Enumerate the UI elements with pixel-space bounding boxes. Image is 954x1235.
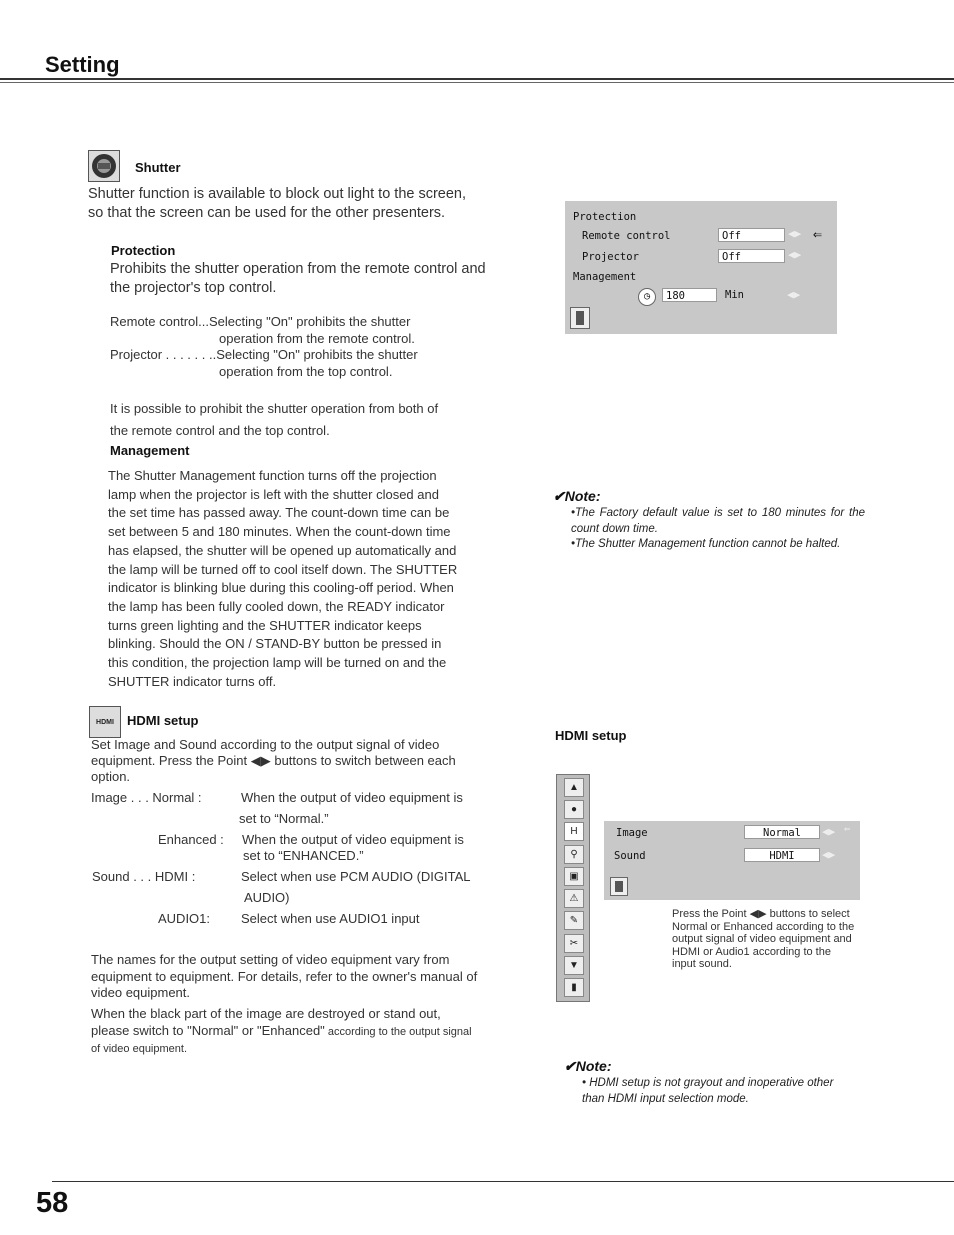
protection-menu (565, 201, 837, 334)
management-line: lamp when the projector is left with the shutter closed and (108, 486, 439, 502)
image-enhanced-label: Enhanced : (158, 832, 224, 847)
protection-menu-title: Protection (573, 211, 637, 223)
sound-hdmi-label: Sound . . . HDMI : (92, 869, 196, 884)
left-right-arrows-icon[interactable]: ◀▶ (787, 288, 801, 301)
names-text: The names for the output setting of video equipment vary from equipment to equipment. For details, refer to the owner's manual of video equipment. (91, 952, 478, 1000)
audio1-desc: Select when use AUDIO1 input (241, 911, 420, 926)
sound-label: Sound (614, 850, 646, 862)
management-line: this condition, the projection lamp will be turned on and the (108, 655, 447, 671)
wrench-icon[interactable]: ⚲ (564, 845, 584, 864)
exit-icon[interactable] (570, 307, 590, 329)
shutter-menu-icon[interactable]: ● (564, 800, 584, 819)
image-normal-desc1: When the output of video equipment is (241, 790, 463, 805)
remote-desc-line1: Remote control...Selecting "On" prohibits the shutter (110, 314, 411, 329)
screen-icon[interactable]: ▣ (564, 867, 584, 886)
time-unit: Min (725, 289, 744, 301)
image-enhanced-desc1: When the output of video equipment is (242, 832, 464, 847)
sound-hdmi-desc1: Select when use PCM AUDIO (DIGITAL (241, 869, 471, 884)
hdmi-callout: Press the Point ◀▶ buttons to select Normal or Enhanced according to the output signal of video equipment and HDMI or Audio1 according to the input sound. (672, 908, 855, 971)
page-number: 58 (36, 1187, 69, 1219)
up-arrow-icon[interactable]: ▲ (564, 778, 584, 797)
protection-desc: Prohibits the shutter operation from the remote control and the projector's top control. (110, 261, 486, 296)
projector-label: Projector (582, 251, 639, 263)
management-line: set between 5 and 180 minutes. When the count-down time (108, 524, 451, 540)
black-text: When the black part of the image are destroyed or stand out, please switch to "Normal" or "Enhanced" according to the output signal of video equipment. (91, 1006, 472, 1055)
protection-heading: Protection (111, 243, 176, 258)
image-value[interactable]: Normal (744, 825, 820, 839)
management-label: Management (573, 271, 637, 283)
left-right-arrows-icon[interactable]: ◀▶ (822, 825, 836, 838)
note-heading: ✔Note: (553, 488, 601, 504)
warning-icon[interactable]: ⚠ (564, 889, 584, 908)
left-right-arrows-icon[interactable]: ◀▶ (788, 248, 802, 261)
hdmi-icon: HDMI (89, 706, 121, 738)
shutter-intro: Shutter function is available to block out light to the screen, so that the screen can be used for the other presenters. (88, 186, 467, 221)
management-line: The Shutter Management function turns off the projection (108, 468, 437, 483)
remote-control-value[interactable]: Off (718, 228, 785, 242)
exit-icon[interactable] (610, 877, 628, 896)
hdmi-menu-caption: HDMI setup (555, 728, 627, 743)
settings-icon[interactable]: ✎ (564, 911, 584, 930)
pointer-arrow-icon: ⇐ (844, 823, 851, 835)
management-line: the lamp has been fully cooled down, the READY indicator (108, 598, 445, 614)
tools-icon[interactable]: ✂ (564, 934, 584, 953)
hdmi-intro-line3: option. (91, 769, 131, 784)
audio1-label: AUDIO1: (158, 911, 211, 926)
hdmi-menu-icon[interactable]: H (564, 822, 584, 841)
page-title: Setting (45, 52, 120, 77)
image-normal-desc2: set to “Normal.” (239, 811, 329, 826)
exit-icon[interactable]: ▮ (564, 978, 584, 997)
projector-desc-line1: Projector . . . . . . ..Selecting "On" prohibits the shutter (110, 347, 418, 362)
footer-rule (52, 1181, 954, 1182)
management-line: turns green lighting and the SHUTTER indicator keeps (108, 617, 422, 633)
note1-item: •The Shutter Management function cannot be halted. (571, 538, 841, 550)
both-line2: the remote control and the top control. (110, 423, 330, 438)
time-value[interactable]: 180 (662, 288, 717, 302)
clock-icon: ◷ (638, 288, 656, 306)
note1-list (571, 506, 865, 553)
shutter-heading: Shutter (135, 160, 181, 175)
projector-desc-line2: operation from the top control. (219, 364, 393, 379)
sound-value[interactable]: HDMI (744, 848, 820, 862)
header-rule-thin (0, 82, 954, 83)
hdmi-menu (604, 821, 860, 900)
point-arrows-icon: ◀▶ (250, 753, 271, 768)
remote-desc-line2: operation from the remote control. (219, 331, 415, 346)
shutter-icon (88, 150, 120, 182)
management-line: SHUTTER indicator turns off. (108, 673, 277, 689)
note1-item: •The Factory default value is set to 180 minutes for the count down time. (571, 507, 865, 535)
hdmi-intro-line1: Set Image and Sound according to the output signal of video (91, 737, 440, 752)
image-normal-label: Image . . . Normal : (91, 790, 202, 805)
hdmi-intro-line2: equipment. Press the Point ◀▶ buttons to switch between each (91, 753, 456, 768)
management-text (108, 467, 457, 691)
management-heading: Management (110, 443, 190, 458)
both-line1: It is possible to prohibit the shutter operation from both of (110, 401, 439, 416)
header-rule (0, 78, 954, 80)
image-label: Image (616, 827, 648, 839)
note2-item: • HDMI setup is not grayout and inoperative other than HDMI input selection mode. (582, 1077, 834, 1105)
management-line: the set time has passed away. The count-down time can be (108, 505, 450, 521)
left-right-arrows-icon[interactable]: ◀▶ (788, 227, 802, 240)
down-arrow-icon[interactable]: ▼ (564, 956, 584, 975)
management-line: indicator is blinking blue during this cooling-off period. When (108, 580, 454, 596)
image-enhanced-desc2: set to “ENHANCED.” (243, 848, 364, 863)
left-right-arrows-icon[interactable]: ◀▶ (822, 848, 836, 861)
projector-value[interactable]: Off (718, 249, 785, 263)
management-line: blinking. Should the ON / STAND-BY button be pressed in (108, 636, 442, 652)
management-line: has elapsed, the shutter will be opened up automatically and (108, 542, 457, 558)
sound-hdmi-desc2: AUDIO) (244, 890, 290, 905)
pointer-arrow-icon: ⇐ (813, 225, 823, 243)
note-heading: ✔Note: (564, 1058, 612, 1074)
hdmi-heading: HDMI setup (127, 713, 199, 728)
remote-control-label: Remote control (582, 230, 671, 242)
management-line: the lamp will be turned off to cool itself down. The SHUTTER (108, 561, 458, 577)
